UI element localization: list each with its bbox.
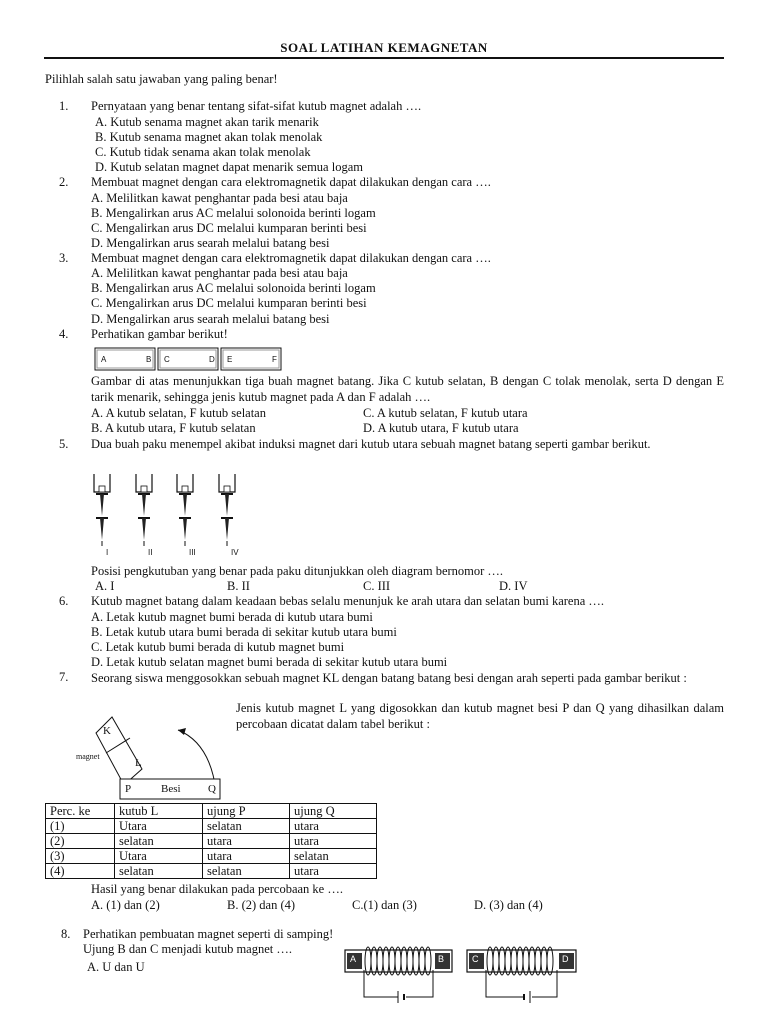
diagram-label-ii: II [148, 548, 153, 557]
option: C. Mengalirkan arus DC melalui kumparan berinti besi [91, 221, 367, 235]
table-header: kutub L [115, 804, 203, 819]
option: C. III [363, 579, 391, 593]
coil-label-d: D [562, 954, 569, 964]
magnet-label-d: D [209, 355, 215, 364]
solenoid-figure [340, 940, 580, 1010]
option: D. IV [499, 579, 528, 593]
coil-label-a: A [350, 954, 357, 964]
option: D. Kutub selatan magnet dapat menarik semua logam [95, 160, 363, 174]
table-cell: (1) [46, 819, 115, 834]
table-header: ujung P [203, 804, 290, 819]
question-stem: Pernyataan yang benar tentang sifat-sifat kutub magnet adalah …. [91, 99, 422, 113]
diagram-label-iv: IV [231, 548, 239, 557]
question-text: Ujung B dan C menjadi kutub magnet …. [83, 942, 293, 956]
coil-label-b: B [438, 954, 445, 964]
question-stem: Kutub magnet batang dalam keadaan bebas selalu menunjuk ke arah utara dan selatan bumi karena …. [91, 594, 605, 608]
option: C. A kutub selatan, F kutub utara [363, 406, 528, 420]
table-row [46, 834, 377, 849]
table-cell: selatan [115, 864, 203, 879]
option: C. Kutub tidak senama akan tolak menolak [95, 145, 311, 159]
coil-label-c: C [472, 954, 479, 964]
option: B. Kutub senama magnet akan tolak menolak [95, 130, 323, 144]
question-number: 3. [59, 251, 69, 265]
table-cell: Utara [115, 849, 203, 864]
figure-label-l: L [135, 757, 142, 769]
question-text: Posisi pengkutuban yang benar pada paku ditunjukkan oleh diagram bernomor …. [91, 564, 504, 578]
table-cell: utara [290, 819, 377, 834]
question-stem: Seorang siswa menggosokkan sebuah magnet KL dengan batang batang besi dengan arah seperti pada gambar berikut : [91, 671, 687, 685]
table-cell: (3) [46, 849, 115, 864]
title-rule [44, 57, 724, 59]
option: A. (1) dan (2) [91, 898, 160, 912]
question-stem: Membuat magnet dengan cara elektromagnetik dapat dilakukan dengan cara …. [91, 175, 491, 189]
option: A. U dan U [87, 960, 145, 974]
question-number: 5. [59, 437, 69, 451]
option: B. Mengalirkan arus AC melalui solonoida berinti logam [91, 281, 376, 295]
option: A. Letak kutub magnet bumi berada di kutub utara bumi [91, 610, 373, 624]
diagram-label-i: I [106, 548, 109, 557]
table-cell: selatan [290, 849, 377, 864]
option: D. Mengalirkan arus searah melalui batang besi [91, 236, 330, 250]
option: B. Mengalirkan arus AC melalui solonoida berinti logam [91, 206, 376, 220]
magnet-label-c: C [164, 355, 170, 364]
question-number: 8. [61, 927, 71, 941]
figure-label-magnet: magnet [76, 752, 100, 761]
question-number: 6. [59, 594, 69, 608]
results-table [45, 803, 377, 879]
option: C.(1) dan (3) [352, 898, 417, 912]
option: D. Letak kutub selatan magnet bumi berada di sekitar kutub utara bumi [91, 655, 448, 669]
table-cell: (4) [46, 864, 115, 879]
question-stem: Dua buah paku menempel akibat induksi magnet dari kutub utara sebuah magnet batang seperti gambar berikut. [91, 437, 651, 451]
table-cell: selatan [203, 819, 290, 834]
question-side-text: Jenis kutub magnet L yang digosokkan dan kutub magnet besi P dan Q yang dihasilkan dalam percobaan dicatat dalam tabel berikut : [236, 701, 724, 731]
table-cell: (2) [46, 834, 115, 849]
figure-label-k: K [103, 725, 111, 737]
table-header: ujung Q [290, 804, 377, 819]
table-cell: utara [290, 864, 377, 879]
option: D. Mengalirkan arus searah melalui batang besi [91, 312, 330, 326]
magnet-label-a: A [101, 355, 107, 364]
table-cell: selatan [203, 864, 290, 879]
option: A. I [95, 579, 115, 593]
magnet-label-e: E [227, 355, 233, 364]
option: B. A kutub utara, F kutub selatan [91, 421, 256, 435]
option: C. Mengalirkan arus DC melalui kumparan berinti besi [91, 296, 367, 310]
figure-label-besi: Besi [161, 783, 181, 795]
instruction: Pilihlah salah satu jawaban yang paling benar! [45, 72, 278, 86]
option: A. Melilitkan kawat penghantar pada besi atau baja [91, 266, 348, 280]
option: A. Melilitkan kawat penghantar pada besi atau baja [91, 191, 348, 205]
question-text: Hasil yang benar dilakukan pada percobaan ke …. [91, 882, 343, 896]
table-row [46, 849, 377, 864]
option: B. (2) dan (4) [227, 898, 296, 912]
question-number: 7. [59, 670, 69, 684]
document-title: SOAL LATIHAN KEMAGNETAN [280, 40, 488, 55]
diagram-label-iii: III [189, 548, 196, 557]
question-text: Gambar di atas menunjukkan tiga buah magnet batang. Jika C kutub selatan, B dengan C tolak menolak, serta D dengan E tarik menarik, sehingga jenis kutub magnet pada A dan F adalah …. [91, 374, 724, 404]
table-row [46, 864, 377, 879]
option: A. A kutub selatan, F kutub selatan [91, 406, 266, 420]
table-cell: Utara [115, 819, 203, 834]
question-stem: Membuat magnet dengan cara elektromagnetik dapat dilakukan dengan cara …. [91, 251, 491, 265]
table-cell: utara [203, 849, 290, 864]
table-cell: utara [203, 834, 290, 849]
option: B. Letak kutub utara bumi berada di sekitar kutub utara bumi [91, 625, 397, 639]
question-number: 1. [59, 99, 69, 113]
bar-magnets-figure [94, 347, 284, 373]
question-stem: Perhatikan pembuatan magnet seperti di samping! [83, 927, 334, 941]
question-number: 2. [59, 175, 69, 189]
question-stem: Perhatikan gambar berikut! [91, 327, 228, 341]
magnet-label-b: B [146, 355, 152, 364]
option: D. A kutub utara, F kutub utara [363, 421, 519, 435]
option: B. II [227, 579, 250, 593]
question-number: 4. [59, 327, 69, 341]
table-header-row [46, 804, 377, 819]
nails-diagram [88, 472, 258, 558]
option: A. Kutub senama magnet akan tarik menarik [95, 115, 319, 129]
option: C. Letak kutub bumi berada di kutub magnet bumi [91, 640, 345, 654]
table-cell: utara [290, 834, 377, 849]
figure-label-q: Q [208, 783, 216, 795]
table-row [46, 819, 377, 834]
magnet-label-f: F [272, 355, 277, 364]
option: D. (3) dan (4) [474, 898, 543, 912]
figure-label-p: P [125, 783, 132, 795]
table-cell: selatan [115, 834, 203, 849]
table-header: Perc. ke [46, 804, 115, 819]
